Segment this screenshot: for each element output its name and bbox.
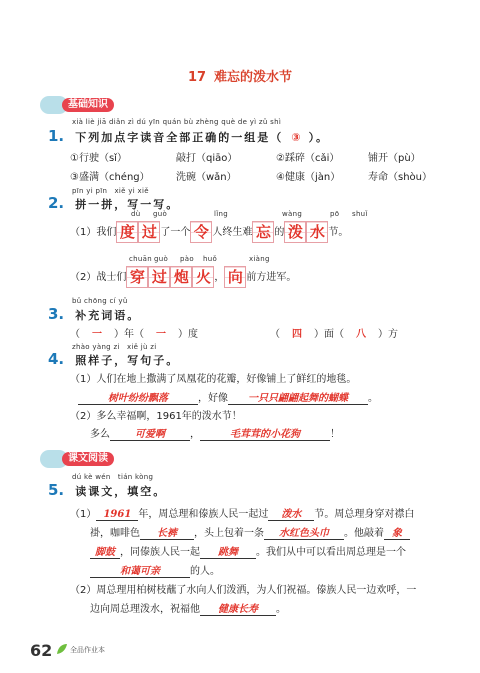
q3-answer: 一 xyxy=(92,329,102,340)
q5-heading xyxy=(48,480,166,499)
q5-answer: 1961 xyxy=(96,509,138,521)
q4-answer-1a: 树叶纷纷飘落 xyxy=(78,389,198,405)
q2-text: 拼一拼，写一写。 xyxy=(75,198,180,211)
q5-p1-line3 xyxy=(90,543,406,559)
q1-end: ）。 xyxy=(308,131,330,144)
q4-answer-2a: 可爱啊 xyxy=(110,425,190,441)
q5-p1i: 的人。 xyxy=(190,566,220,577)
answer-box: 过 xyxy=(138,221,160,243)
q1-heading xyxy=(48,126,329,145)
answer-box: 炮 xyxy=(170,266,192,288)
section-reading-label: 课文阅读 xyxy=(62,452,114,466)
q2-line1-mid1: 了一个 xyxy=(160,227,191,238)
q1-option-5: ③盛满（chéng） xyxy=(70,172,150,183)
answer-box: 度 xyxy=(116,221,138,243)
q3-text: 补充词语。 xyxy=(75,309,141,322)
q2-line1-mid2: 人终生难 xyxy=(212,227,253,238)
q5-text: 读课文，填空。 xyxy=(75,485,167,498)
q2-line1-pinyin: lǐng xyxy=(214,210,228,218)
q5-p1-line1 xyxy=(70,505,414,521)
answer-box: 泼 xyxy=(284,221,306,243)
q1-option-6: 洗碗（wǎn） xyxy=(176,172,237,183)
answer-box: 过 xyxy=(148,266,170,288)
q2-line2-mid: ， xyxy=(214,272,225,283)
q3-text-part: （ xyxy=(70,329,80,340)
answer-box: 水 xyxy=(306,221,328,243)
q2-line1-pinyin: guò xyxy=(153,210,168,218)
answer-box: 火 xyxy=(192,266,214,288)
q2-line1-pinyin: wàng xyxy=(282,210,303,218)
q1-answer: ③ xyxy=(291,131,301,144)
section-basic-label: 基础知识 xyxy=(62,98,114,112)
q5-p2b: 边向周总理泼水，祝福他 xyxy=(90,604,200,615)
q5-answer: 健康长寿 xyxy=(200,600,276,616)
q5-answer: 长裤 xyxy=(140,524,194,540)
lesson-title xyxy=(0,66,480,85)
q2-pinyin: pīn yi pīn xiě yi xiě xyxy=(72,187,149,195)
q5-p1g: ，同傣族人民一起 xyxy=(120,547,200,558)
q3-text-part: （ xyxy=(270,329,280,340)
q4-end1: 。 xyxy=(368,393,378,404)
q2-line1 xyxy=(70,221,348,244)
q2-line2-pinyin: pào xyxy=(180,255,194,263)
q5-answer: 象 xyxy=(384,524,410,540)
q2-line1-pinyin: shuǐ xyxy=(352,210,368,218)
lesson-number: 17 xyxy=(187,70,207,85)
q5-p2c: 。 xyxy=(276,604,286,615)
page-number: 62 xyxy=(30,641,53,660)
q3-number: 3. xyxy=(48,305,65,323)
q2-line2-pinyin: xiàng xyxy=(249,255,270,263)
q5-p1e: ，头上包着一条 xyxy=(194,528,264,539)
q4-pinyin: zhào yàng zi xiě jù zi xyxy=(72,343,157,351)
answer-box: 令 xyxy=(190,221,212,243)
q2-line2-pinyin: guò xyxy=(154,255,169,263)
q2-line2-pinyin: chuān xyxy=(129,255,152,263)
q3-answer: 八 xyxy=(356,329,366,340)
q1-option-4: 铺开（pù） xyxy=(368,153,421,164)
q2-line2-pre: （2）战士们 xyxy=(70,272,127,283)
q4-answer-1 xyxy=(78,389,378,405)
leaf-icon xyxy=(56,643,68,655)
q4-answer-1b: 一只只翩翩起舞的蝴蝶 xyxy=(228,389,368,405)
q1-option-8: 寿命（shòu） xyxy=(368,172,433,183)
q2-line2 xyxy=(70,266,296,289)
q1-option-7: ④健康（jàn） xyxy=(276,172,341,183)
q4-pre2: 多么 xyxy=(90,429,110,440)
q4-example-2: （2）多么幸福啊，1961年的泼水节！ xyxy=(70,411,242,422)
answer-box: 穿 xyxy=(126,266,148,288)
q5-number: 5. xyxy=(48,481,65,499)
q2-line1-pinyin: dù xyxy=(131,210,141,218)
q5-p1f: 。他敲着 xyxy=(344,528,384,539)
q2-line2-pinyin: huǒ xyxy=(203,255,218,263)
answer-box: 向 xyxy=(224,266,246,288)
q5-answer: 跳舞 xyxy=(200,543,256,559)
q5-p1-line4 xyxy=(90,562,220,578)
q1-option-3: ②踩碎（cǎi） xyxy=(276,153,340,164)
q5-p1-line2 xyxy=(90,524,410,540)
q1-option-2: 敲打（qiāo） xyxy=(176,153,238,164)
q5-answer: 水红色头巾 xyxy=(264,524,344,540)
q5-p2-line2 xyxy=(90,600,286,616)
q3-text-part: ）年（ xyxy=(114,329,144,340)
q4-heading xyxy=(48,349,179,368)
q2-line2-end: 前方进军。 xyxy=(246,272,297,283)
q1-number: 1. xyxy=(48,127,65,145)
q4-example-1: （1）人们在地上撒满了凤凰花的花瓣，好像铺上了鲜红的地毯。 xyxy=(70,374,357,385)
q1-text: 下列加点字读音全部正确的一组是（ xyxy=(75,131,284,144)
q3-pinyin: bǔ chōng cí yǔ xyxy=(72,297,128,305)
q3-answer: 四 xyxy=(292,329,302,340)
q5-p1d: 褂，咖啡色 xyxy=(90,528,140,539)
q5-p1a: （1） xyxy=(70,509,97,520)
q3-heading xyxy=(48,304,140,323)
q4-mid2: ， xyxy=(190,429,200,440)
q4-text: 照样子，写句子。 xyxy=(75,354,180,367)
q2-line1-end: 节。 xyxy=(328,227,349,238)
q4-end2: ！ xyxy=(330,429,340,440)
q3-text-part: ）度 xyxy=(178,329,198,340)
q1-option-1: ①行驶（sǐ） xyxy=(70,153,127,164)
q5-p2-line1: （2）周总理用柏树枝蘸了水向人们泼洒，为人们祝福。傣族人民一边欢呼，一 xyxy=(70,585,417,596)
q3-text-part: ）面（ xyxy=(314,329,344,340)
q5-p1c: 节。周总理身穿对襟白 xyxy=(314,509,415,520)
q4-answer-2b: 毛茸茸的小花狗 xyxy=(200,425,330,441)
q1-pinyin: xià liè jiā diǎn zì dú yīn quán bù zhèng què de yì zǔ shì xyxy=(72,118,282,126)
answer-box: 忘 xyxy=(252,221,274,243)
q3-line-left xyxy=(70,325,198,340)
q3-line-right xyxy=(270,325,398,340)
q5-p1b: 年，周总理和傣族人民一起过 xyxy=(138,509,269,520)
q4-number: 4. xyxy=(48,350,65,368)
q5-p1h: 。我们从中可以看出周总理是一个 xyxy=(256,547,406,558)
q5-answer: 和蔼可亲 xyxy=(90,562,190,578)
q2-line1-pinyin: pō xyxy=(330,210,340,218)
q5-answer: 脚鼓 xyxy=(90,543,120,559)
q5-pinyin: dú kè wén tián kòng xyxy=(72,473,154,481)
q4-answer-2 xyxy=(90,425,340,441)
lesson-name: 难忘的泼水节 xyxy=(214,70,293,85)
q2-line1-mid3: 的 xyxy=(274,227,285,238)
q2-number: 2. xyxy=(48,194,65,212)
q5-answer: 泼水 xyxy=(268,505,314,521)
q4-mid1: ，好像 xyxy=(198,393,228,404)
q3-answer: 一 xyxy=(156,329,166,340)
footer-brand: 全品作业本 xyxy=(70,646,105,654)
q3-text-part: ）方 xyxy=(378,329,398,340)
q2-line1-pre: （1）我们 xyxy=(70,227,117,238)
